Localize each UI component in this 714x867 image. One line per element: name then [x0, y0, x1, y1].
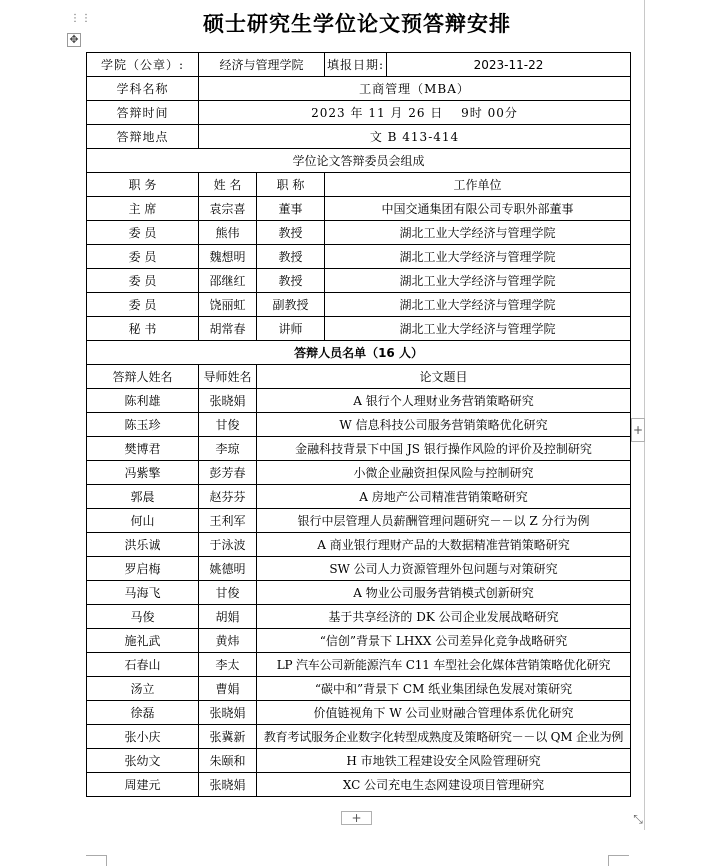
defender-row: [87, 725, 631, 749]
committee-title: 讲师: [257, 317, 325, 341]
defender-topic: SW 公司人力资源管理外包问题与对策研究: [257, 557, 631, 581]
defender-row: [87, 677, 631, 701]
defender-topic: “碳中和”背景下 CM 纸业集团绿色发展对策研究: [257, 677, 631, 701]
defender-advisor: 张晓娟: [199, 389, 257, 413]
committee-name: 熊伟: [199, 221, 257, 245]
defender-student: 马海飞: [87, 581, 199, 605]
schedule-table-body: [87, 53, 631, 797]
committee-unit: 湖北工业大学经济与管理学院: [325, 245, 631, 269]
defender-advisor: 曹娟: [199, 677, 257, 701]
committee-col-role: 职 务: [87, 173, 199, 197]
defender-advisor: 甘俊: [199, 581, 257, 605]
defender-topic: 价值链视角下 W 公司业财融合管理体系优化研究: [257, 701, 631, 725]
page-corner-mark-right: [608, 855, 629, 866]
college-row: [87, 53, 631, 77]
committee-title: 董事: [257, 197, 325, 221]
committee-name: 邵继红: [199, 269, 257, 293]
defender-student: 石春山: [87, 653, 199, 677]
defender-advisor: 彭芳春: [199, 461, 257, 485]
committee-col-title: 职 称: [257, 173, 325, 197]
committee-row: [87, 269, 631, 293]
defenders-col-topic: 论文题目: [257, 365, 631, 389]
place-label: 答辩地点: [87, 125, 199, 149]
committee-row: [87, 245, 631, 269]
committee-section-title: 学位论文答辩委员会组成: [87, 149, 631, 173]
defenders-col-student: 答辩人姓名: [87, 365, 199, 389]
committee-role: 委 员: [87, 293, 199, 317]
committee-name: 饶丽虹: [199, 293, 257, 317]
committee-name: 魏想明: [199, 245, 257, 269]
defenders-header-row: [87, 365, 631, 389]
committee-unit: 湖北工业大学经济与管理学院: [325, 317, 631, 341]
defender-student: 周建元: [87, 773, 199, 797]
defender-advisor: 王利军: [199, 509, 257, 533]
resize-diagonal-icon[interactable]: ⤡: [633, 812, 643, 826]
committee-section-row: [87, 149, 631, 173]
defender-student: 何山: [87, 509, 199, 533]
defender-student: 张小庆: [87, 725, 199, 749]
date-value[interactable]: 2023-11-22: [387, 53, 631, 77]
defender-student: 陈玉珍: [87, 413, 199, 437]
defender-topic: 教育考试服务企业数字化转型成熟度及策略研究－－以 QM 企业为例: [257, 725, 631, 749]
defender-advisor: 胡娟: [199, 605, 257, 629]
time-value[interactable]: 2023 年 11 月 26 日 9时 00分: [199, 101, 631, 125]
committee-row: [87, 317, 631, 341]
defender-student: 洪乐诚: [87, 533, 199, 557]
defender-topic: 基于共享经济的 DK 公司企业发展战略研究: [257, 605, 631, 629]
add-row-button[interactable]: [341, 811, 372, 825]
committee-col-unit: 工作单位: [325, 173, 631, 197]
defender-student: 罗启梅: [87, 557, 199, 581]
defender-topic: LP 汽车公司新能源汽车 C11 车型社会化媒体营销策略优化研究: [257, 653, 631, 677]
defender-advisor: 于泳波: [199, 533, 257, 557]
subject-row: [87, 77, 631, 101]
drag-grip-icon[interactable]: ⋮⋮: [70, 13, 92, 24]
defender-student: 马俊: [87, 605, 199, 629]
committee-header-row: [87, 173, 631, 197]
defender-topic: A 银行个人理财业务营销策略研究: [257, 389, 631, 413]
defender-student: 陈利雄: [87, 389, 199, 413]
committee-role: 主 席: [87, 197, 199, 221]
defender-student: 施礼武: [87, 629, 199, 653]
defender-advisor: 黄炜: [199, 629, 257, 653]
defender-advisor: 姚德明: [199, 557, 257, 581]
defender-student: 冯紫擎: [87, 461, 199, 485]
defender-advisor: 李太: [199, 653, 257, 677]
committee-name: 胡常春: [199, 317, 257, 341]
defender-topic: A 商业银行理财产品的大数据精准营销策略研究: [257, 533, 631, 557]
committee-role: 委 员: [87, 245, 199, 269]
committee-unit: 中国交通集团有限公司专职外部董事: [325, 197, 631, 221]
page-corner-mark-left: [86, 855, 107, 866]
defender-topic: 金融科技背景下中国 JS 银行操作风险的评价及控制研究: [257, 437, 631, 461]
defender-advisor: 甘俊: [199, 413, 257, 437]
defender-row: [87, 461, 631, 485]
defender-advisor: 张晓娟: [199, 701, 257, 725]
committee-title: 教授: [257, 221, 325, 245]
defender-row: [87, 533, 631, 557]
college-label: 学院（公章）:: [87, 53, 199, 77]
defender-row: [87, 773, 631, 797]
page-title: 硕士研究生学位论文预答辩安排: [203, 12, 511, 36]
committee-row: [87, 197, 631, 221]
defender-student: 徐磊: [87, 701, 199, 725]
committee-row: [87, 293, 631, 317]
subject-label: 学科名称: [87, 77, 199, 101]
committee-unit: 湖北工业大学经济与管理学院: [325, 293, 631, 317]
defender-row: [87, 485, 631, 509]
defender-advisor: 张冀新: [199, 725, 257, 749]
defender-advisor: 赵芬芬: [199, 485, 257, 509]
defender-row: [87, 581, 631, 605]
defender-row: [87, 389, 631, 413]
defender-row: [87, 629, 631, 653]
defender-topic: 小微企业融资担保风险与控制研究: [257, 461, 631, 485]
defender-advisor: 朱颐和: [199, 749, 257, 773]
defender-advisor: 张晓娟: [199, 773, 257, 797]
move-arrows-icon[interactable]: ✥: [67, 33, 81, 47]
defender-student: 汤立: [87, 677, 199, 701]
defender-topic: H 市地铁工程建设安全风险管理研究: [257, 749, 631, 773]
defender-student: 郭晨: [87, 485, 199, 509]
defender-topic: XC 公司充电生态网建设项目管理研究: [257, 773, 631, 797]
place-row: [87, 125, 631, 149]
defender-student: 樊博君: [87, 437, 199, 461]
defender-topic: A 物业公司服务营销模式创新研究: [257, 581, 631, 605]
subject-value[interactable]: 工商管理（MBA）: [199, 77, 631, 101]
defender-row: [87, 413, 631, 437]
place-value[interactable]: 文 B 413-414: [199, 125, 631, 149]
defender-row: [87, 557, 631, 581]
defenders-col-advisor: 导师姓名: [199, 365, 257, 389]
time-label: 答辩时间: [87, 101, 199, 125]
date-label: 填报日期:: [325, 53, 387, 77]
committee-title: 副教授: [257, 293, 325, 317]
defender-advisor: 李琼: [199, 437, 257, 461]
defender-row: [87, 749, 631, 773]
committee-title: 教授: [257, 245, 325, 269]
defender-row: [87, 653, 631, 677]
defender-topic: A 房地产公司精准营销策略研究: [257, 485, 631, 509]
committee-role: 委 员: [87, 269, 199, 293]
defenders-section-title: 答辩人员名单（16 人）: [87, 341, 631, 365]
committee-unit: 湖北工业大学经济与管理学院: [325, 269, 631, 293]
committee-row: [87, 221, 631, 245]
defender-row: [87, 509, 631, 533]
committee-name: 袁宗喜: [199, 197, 257, 221]
defender-student: 张幼文: [87, 749, 199, 773]
committee-col-name: 姓 名: [199, 173, 257, 197]
defenders-section-row: [87, 341, 631, 365]
defender-topic: W 信息科技公司服务营销策略优化研究: [257, 413, 631, 437]
plus-icon: +: [632, 423, 644, 437]
defender-row: [87, 701, 631, 725]
defender-topic: 银行中层管理人员薪酬管理问题研究－－以 Z 分行为例: [257, 509, 631, 533]
add-column-button[interactable]: [631, 418, 645, 442]
college-value[interactable]: 经济与管理学院: [199, 53, 325, 77]
committee-unit: 湖北工业大学经济与管理学院: [325, 221, 631, 245]
defender-topic: “信创”背景下 LHXX 公司差异化竞争战略研究: [257, 629, 631, 653]
committee-title: 教授: [257, 269, 325, 293]
defender-row: [87, 437, 631, 461]
plus-icon: +: [351, 811, 362, 825]
committee-role: 委 员: [87, 221, 199, 245]
schedule-table: [86, 52, 631, 797]
defender-row: [87, 605, 631, 629]
committee-role: 秘 书: [87, 317, 199, 341]
time-row: [87, 101, 631, 125]
